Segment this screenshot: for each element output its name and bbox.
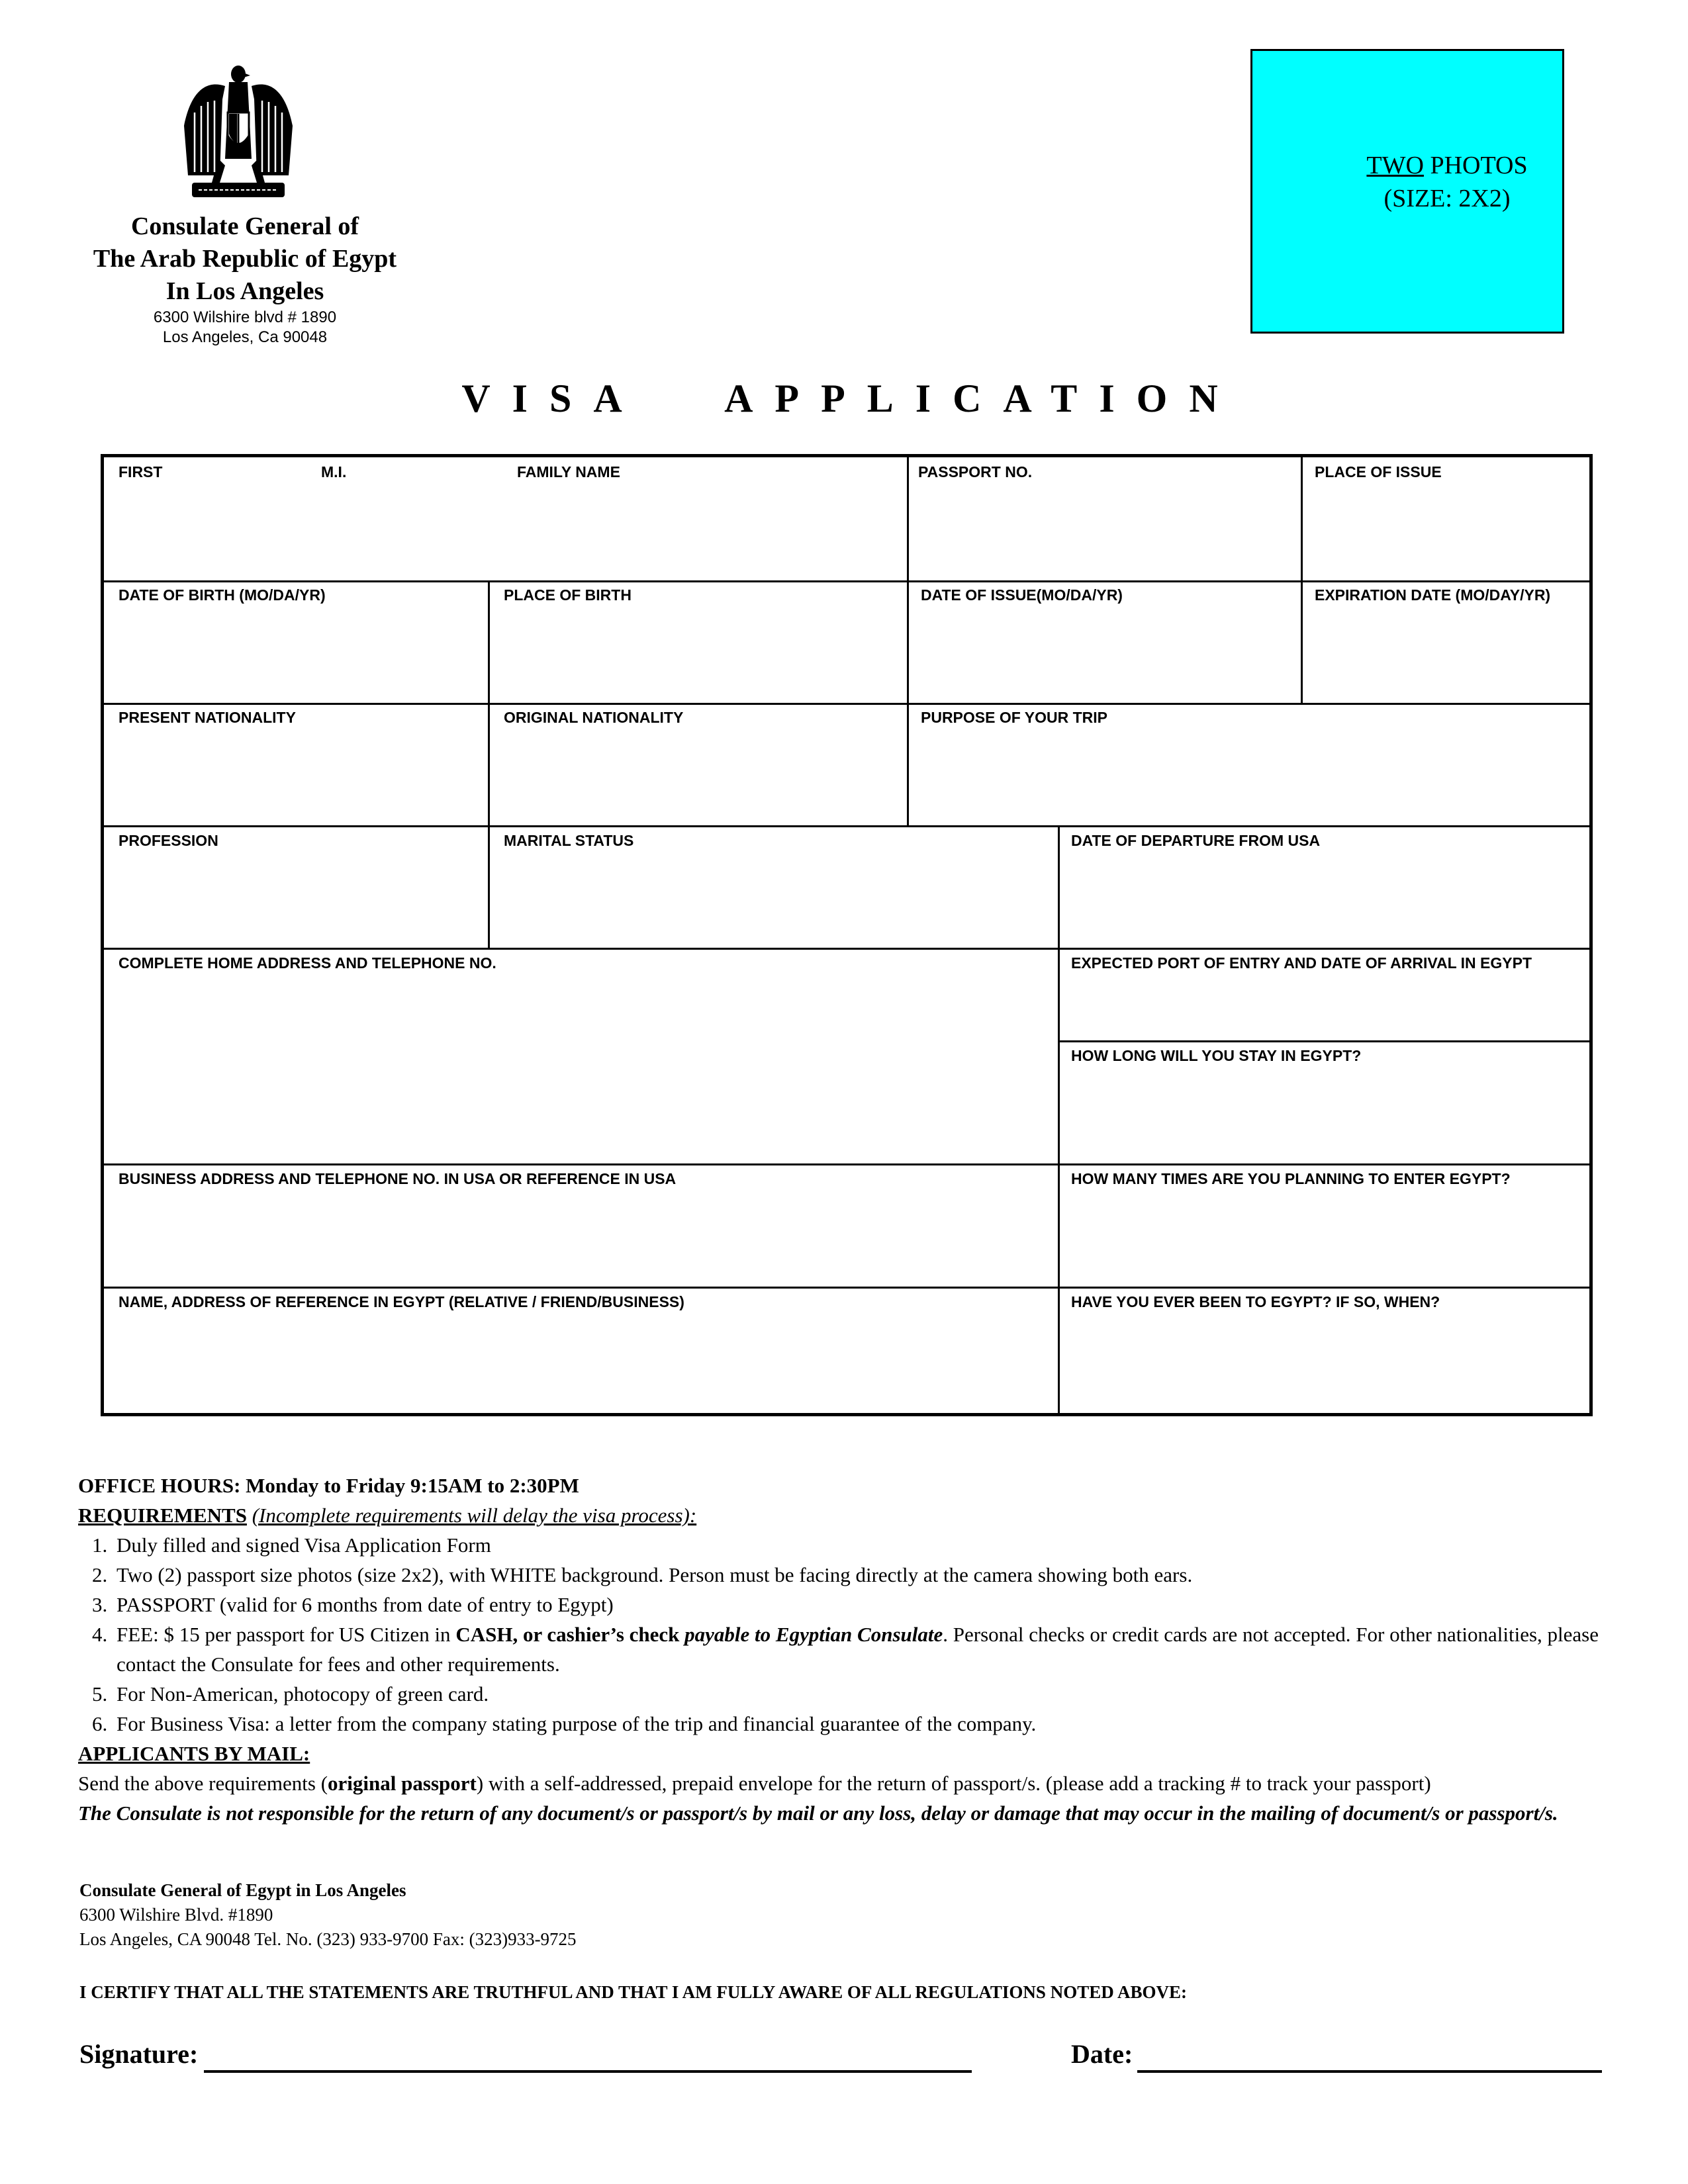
consulate-header [66,210,424,347]
requirement-item: 2. Two (2) passport size photos (size 2x2), with WHITE background. Person must be facing directly at the camera showing both ears. [113,1560,1640,1590]
number-of-entries-label: HOW MANY TIMES ARE YOU PLANNING TO ENTER EGYPT? [1071,1170,1511,1187]
office-hours: OFFICE HOURS: Monday to Friday 9:15AM to 2:30PM [78,1474,579,1497]
profession-label: PROFESSION [118,832,218,849]
form-divider [1301,457,1303,705]
photo-label: PHOTOS [1423,152,1528,179]
consulate-contact [79,1878,577,1952]
expiration-date-label: EXPIRATION DATE (MO/DAY/YR) [1315,586,1551,604]
fee-note: . Personal checks or credit cards are not accepted. For other nationalities, please contact the Consulate for fees and other requirements. [117,1623,1599,1676]
photo-instructions [1252,149,1562,215]
signature-line[interactable] [204,2070,972,2073]
present-nationality-label: PRESENT NATIONALITY [118,709,296,726]
marital-status-label: MARITAL STATUS [504,832,634,849]
reference-in-egypt-label: NAME, ADDRESS OF REFERENCE IN EGYPT (RELATIVE / FRIEND/BUSINESS) [118,1293,684,1310]
mail-original-passport: original passport [328,1772,477,1795]
requirement-item: 6. For Business Visa: a letter from the company stating purpose of the trip and financial guarantee of the company. [113,1709,1640,1739]
header-address-city: Los Angeles, Ca 90048 [162,328,328,346]
requirements-heading [78,1500,1640,1530]
form-divider [1058,825,1060,1413]
place-of-issue-label: PLACE OF ISSUE [1315,463,1442,480]
signature-label: Signature: [79,2039,199,2069]
requirements-note: (Incomplete requirements will delay the visa process): [252,1504,697,1527]
contact-street: 6300 Wilshire Blvd. #1890 [79,1905,273,1925]
date-label: Date: [1071,2039,1133,2069]
fee-payable-to: payable to Egyptian Consulate [679,1623,943,1646]
mail-instructions [78,1768,1640,1798]
requirements-section [78,1471,1640,1828]
form-divider [104,1163,1589,1165]
date-of-birth-label: DATE OF BIRTH (MO/DA/YR) [118,586,326,604]
form-divider [104,580,1589,582]
visa-application-form [101,454,1593,1416]
fee-text: FEE: $ 15 per passport for US Citizen in [117,1623,456,1646]
form-divider [1058,1040,1589,1042]
eagle-emblem-icon [179,60,298,205]
mail-heading: APPLICANTS BY MAIL: [78,1742,310,1765]
date-of-departure-label: DATE OF DEPARTURE FROM USA [1071,832,1321,849]
form-divider [104,825,1589,827]
place-of-birth-label: PLACE OF BIRTH [504,586,632,604]
header-address-street: 6300 Wilshire blvd # 1890 [153,308,337,326]
purpose-of-trip-label: PURPOSE OF YOUR TRIP [921,709,1108,726]
requirements-title: REQUIREMENTS [78,1504,247,1527]
header-line-2: The Arab Republic of Egypt [93,245,397,273]
requirement-item [113,1619,1640,1679]
port-of-entry-label: EXPECTED PORT OF ENTRY AND DATE OF ARRIVAL IN EGYPT [1071,954,1532,972]
certification-statement: I CERTIFY THAT ALL THE STATEMENTS ARE TRUTHFUL AND THAT I AM FULLY AWARE OF ALL REGULATIONS NOTED ABOVE: [79,1982,1187,2002]
fee-payment-method: CASH, or cashier’s check [455,1623,680,1646]
contact-name: Consulate General of Egypt in Los Angeles [79,1880,406,1900]
header-line-3: In Los Angeles [165,277,324,305]
form-divider [104,703,1589,705]
header-line-1: Consulate General of [130,212,359,240]
form-divider [104,948,1589,950]
original-nationality-label: ORIGINAL NATIONALITY [504,709,684,726]
photo-size: (SIZE: 2X2) [1383,185,1511,212]
signature-row [79,2038,1615,2078]
date-of-issue-label: DATE OF ISSUE(MO/DA/YR) [921,586,1123,604]
form-divider [104,1287,1589,1289]
requirement-item: 1. Duly filled and signed Visa Application Form [113,1530,1640,1560]
requirement-item: 3. PASSPORT (valid for 6 months from date of entry to Egypt) [113,1590,1640,1619]
mail-disclaimer: The Consulate is not responsible for the return of any document/s or passport/s by mail or any loss, delay or damage that may occur in the mailing of document/s or passport/s. [78,1801,1558,1825]
contact-city-phone: Los Angeles, CA 90048 Tel. No. (323) 933-9700 Fax: (323)933-9725 [79,1929,577,1949]
length-of-stay-label: HOW LONG WILL YOU STAY IN EGYPT? [1071,1047,1362,1064]
previous-visit-label: HAVE YOU EVER BEEN TO EGYPT? IF SO, WHEN? [1071,1293,1440,1310]
form-divider [907,457,909,827]
middle-initial-label: M.I. [321,463,347,480]
home-address-label: COMPLETE HOME ADDRESS AND TELEPHONE NO. [118,954,496,972]
photo-box [1250,49,1564,334]
date-line[interactable] [1137,2070,1602,2073]
passport-no-label: PASSPORT NO. [918,463,1033,480]
form-divider [488,580,490,950]
page-title: VISA APPLICATION [461,377,1240,420]
mail-text-rest: ) with a self-addressed, prepaid envelope for the return of passport/s. (please add a tracking # to track your passport) [476,1772,1431,1795]
family-name-label: FAMILY NAME [517,463,620,480]
photo-count: TWO [1366,152,1424,179]
first-name-label: FIRST [118,463,163,480]
mail-text: Send the above requirements ( [78,1772,328,1795]
requirements-list [78,1530,1640,1739]
requirement-item: 5. For Non-American, photocopy of green card. [113,1679,1640,1709]
business-address-label: BUSINESS ADDRESS AND TELEPHONE NO. IN USA OR REFERENCE IN USA [118,1170,677,1187]
